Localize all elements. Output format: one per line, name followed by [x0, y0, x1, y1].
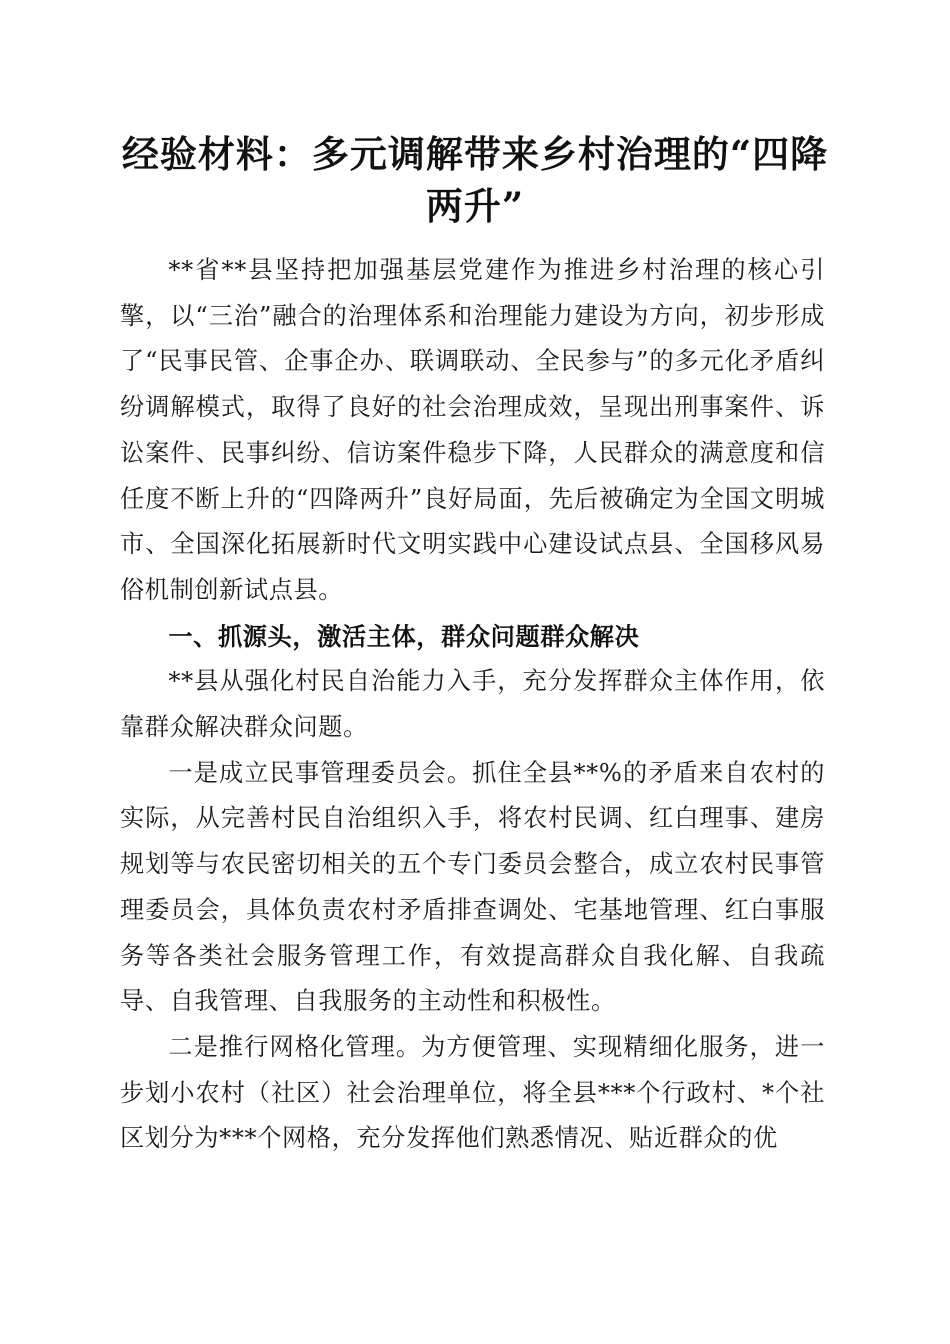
section-1-intro-paragraph: **县从强化村民自治能力入手，充分发挥群众主体作用，依靠群众解决群众问题。 — [120, 667, 825, 742]
document-title: 经验材料：多元调解带来乡村治理的“四降两升” — [121, 132, 829, 228]
section-heading-1: 一、抓源头，激活主体，群众问题群众解决 — [168, 621, 640, 651]
intro-paragraph: **省**县坚持把加强基层党建作为推进乡村治理的核心引擎，以“三治”融合的治理体系和治理能力建设为方向，初步形成了“民事民管、企事企办、联调联动、全民参与”的多元化矛盾纠纷调解模式，取得了良好的社会治理成效，呈现出刑事案件、诉讼案件、民事纠纷、信访案件稳步下降，人民群众的满意度和信任度不断上升的“四降两升”良好局面，先后被确定为全国文明城市、全国深化拓展新时代文明实践中心建设试点县、全国移风易俗机制创新试点县。 — [120, 256, 825, 604]
item-1-lead: 一是成立民事管理委员会。 — [168, 758, 473, 787]
item-1-paragraph — [120, 751, 825, 1025]
item-1-text: 抓住全县**%的矛盾来自农村的实际，从完善村民自治组织入手，将农村民调、红白理事、建房规划等与农民密切相关的五个专门委员会整合，成立农村民事管理委员会，具体负责农村矛盾排查调处、宅基地管理、红白事服务等各类社会服务管理工作，有效提高群众自我化解、自我疏导、自我管理、自我服务的主动性和积极性。 — [120, 758, 826, 1016]
document-body — [120, 248, 825, 1162]
item-2-text: 为方便管理、实现精细化服务，进一步划小农村（社区）社会治理单位，将全县***个行政村、*个社区划分为***个网格，充分发挥他们熟悉情况、贴近群众的优 — [120, 1032, 825, 1153]
item-2-paragraph — [120, 1025, 825, 1162]
item-2-lead: 二是推行网格化管理。 — [168, 1032, 422, 1061]
